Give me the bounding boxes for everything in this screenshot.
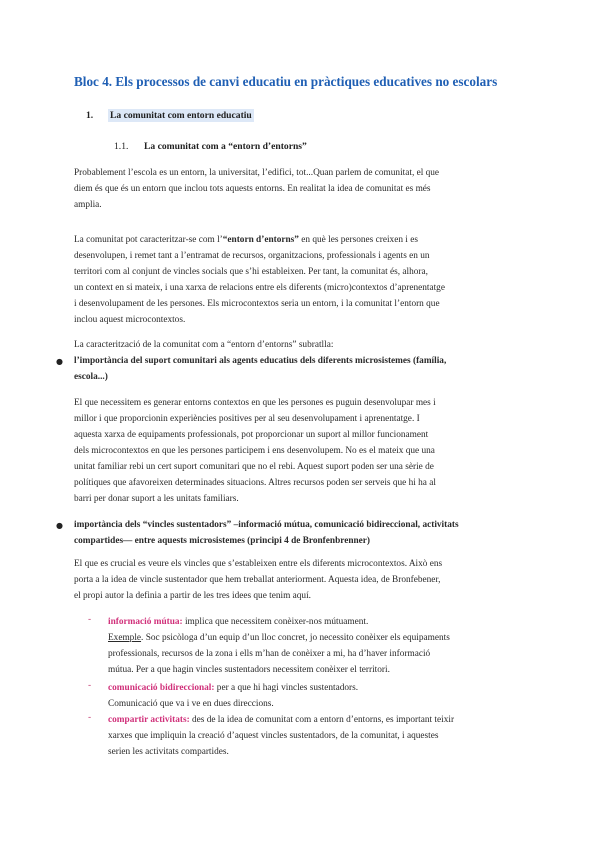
bullet-heading-1: [74, 353, 526, 385]
text-line: mútua. Per a que hagin vincles sustentadors necessitem conèixer el territori.: [108, 665, 390, 675]
text-line: [108, 680, 526, 696]
text-line: porta a la idea de vincle sustentador que hem treballat anteriorment. Aquesta idea, de Bronfebener,: [74, 575, 441, 585]
text-line: unitat familiar rebi un cert suport comunitari que no el rebi. Aquest suport poden ser una sèrie de: [74, 462, 434, 472]
bullet-body-2: [74, 556, 526, 604]
text-line: el propi autor la definia a partir de les tres idees que tenim aquí.: [74, 591, 311, 601]
text-line: serien les activitats compartides.: [108, 747, 229, 757]
text-line: [108, 614, 526, 630]
dash-marker: -: [88, 712, 92, 723]
text-line: Comunicació que va i ve en dues direccions.: [108, 699, 274, 709]
subsection-label: La comunitat com a “entorn d’entorns”: [144, 141, 307, 152]
term-highlight: informació mútua:: [108, 617, 183, 627]
term-highlight: comunicació bidireccional:: [108, 683, 215, 693]
text-line: xarxes que impliquin la creació d’aquest vincles sustentadors, de la comunitat, i aquestes: [108, 731, 439, 741]
text-line: [74, 232, 526, 248]
text-line: inclou aquest microcontextos.: [74, 315, 186, 325]
text-line: Probablement l’escola es un entorn, la universitat, l’edifici, tot...Quan parlem de comunitat, el que: [74, 168, 440, 178]
text-line: polítiques que afavoreixen determinades situacions. Altres recursos poden ser serveis que hi ha al: [74, 478, 436, 488]
section-number: 1.: [86, 110, 94, 121]
sub-item-bidirectional: [108, 680, 526, 712]
text-line: amplia.: [74, 200, 102, 210]
section-label: La comunitat com entorn educatiu: [110, 110, 252, 121]
dash-marker: -: [88, 614, 92, 625]
text-line: [108, 712, 526, 728]
text-line: El que es crucial es veure els vincles que s’estableixen entre els diferents microcontextos. Això ens: [74, 559, 443, 569]
text-line: diem és que és un entorn que inclou tots aquests entorns. En realitat la idea de comunitat es més: [74, 184, 431, 194]
text-line: [108, 630, 526, 646]
text-span: des de la idea de comunitat com a entorn d’entorns, es important teixir: [189, 715, 455, 725]
section-heading-1-1: [114, 141, 307, 152]
paragraph-1: [74, 165, 526, 213]
text-line: desenvolupen, i remet tant a l’entramat de recursos, organitzacions, professionals i agents en un: [74, 251, 430, 261]
text-line: l’importància del suport comunitari als agents educatius dels diferents microsistemes (família,: [74, 356, 447, 366]
text-line: territori com al conjunt de vincles socials que s’hi estableixen. Per tant, la comunitat és, alhora,: [74, 267, 428, 277]
text-line: dels microcontextos en que les persones participem i ens desenvolupem. No es el mateix que una: [74, 446, 435, 456]
dash-marker: -: [88, 680, 92, 691]
text-span: implica que necessitem conèixer-nos mútuament.: [182, 617, 369, 627]
text-line: professionals, recursos de la zona i ells m’han de conèixer a mi, ha d’haver informació: [108, 649, 431, 659]
sub-item-shared-activities: [108, 712, 526, 760]
text-line: compartides— entre aquests microsistemes (principi 4 de Bronfenbrenner): [74, 536, 371, 546]
bullet-dot: ●: [56, 521, 63, 530]
bold-term: “entorn d’entorns”: [222, 235, 299, 245]
text-span: per a que hi hagi vincles sustentadors.: [214, 683, 359, 693]
bullet-body-1: [74, 395, 526, 507]
text-line: un context en si mateix, i una xarxa de relacions entre els diferents (micro)contextos d’aprenentatge: [74, 283, 445, 293]
subsection-number: 1.1.: [114, 141, 129, 152]
text-line: escola...): [74, 372, 108, 382]
list-intro: La caracterització de la comunitat com a “entorn d’entorns” subratlla:: [74, 340, 334, 350]
example-label: Exemple: [108, 633, 142, 643]
text-span: La comunitat pot caracteritzar-se com l’: [74, 235, 223, 245]
text-span: en què les persones creixen i es: [298, 235, 418, 245]
page-title: Bloc 4. Els processos de canvi educatiu en pràctiques educatives no escolars: [74, 74, 498, 89]
sub-item-mutual-info: [108, 614, 526, 678]
bullet-dot: ●: [56, 357, 63, 366]
text-line: barri per donar suport a les unitats familiars.: [74, 494, 239, 504]
bullet-heading-2: [74, 517, 526, 549]
section-heading-1: [86, 110, 254, 121]
term-highlight: compartir activitats:: [108, 715, 190, 725]
paragraph-2: [74, 232, 526, 328]
text-line: importància dels “vincles sustentadors” –informació mútua, comunicació bidireccional, activitats: [74, 520, 459, 530]
text-span: . Soc psicòloga d’un equip d’un lloc concret, jo necessito conèixer els equipaments: [141, 633, 450, 643]
text-line: millor i que proporcionin experiències positives per al seu desenvolupament i aprenentatge. I: [74, 414, 420, 424]
text-line: i desenvolupament de les persones. Els microcontextos seria un entorn, i la comunitat l’entorn que: [74, 299, 440, 309]
text-line: El que necessitem es generar entorns contextos en que les persones es puguin desenvolupar mes i: [74, 398, 436, 408]
text-line: aquesta xarxa de equipaments professionals, pot proporcionar un suport al millor funcionament: [74, 430, 429, 440]
